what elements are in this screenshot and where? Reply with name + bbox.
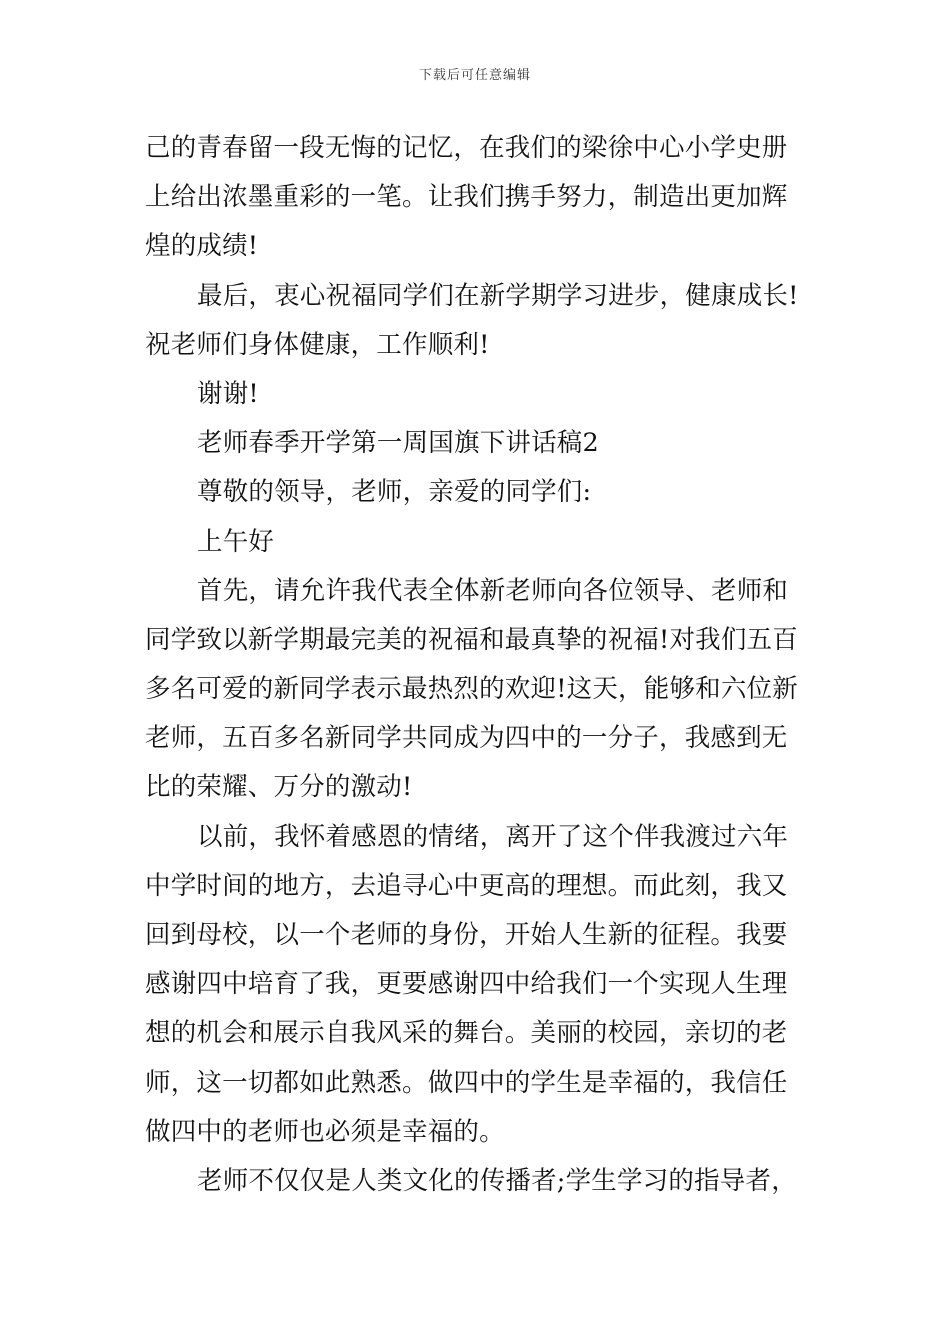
text-line: 感谢四中培育了我，更要感谢四中给我们一个实现人生理 bbox=[145, 969, 788, 1000]
text-line: 祝老师们身体健康，工作顺利! bbox=[145, 329, 490, 360]
text-line: 以前，我怀着感恩的情绪，离开了这个伴我渡过六年 bbox=[197, 821, 789, 852]
text-line: 老师不仅仅是人类文化的传播者;学生学习的指导者， bbox=[197, 1165, 797, 1196]
section-title: 老师春季开学第一周国旗下讲话稿2 bbox=[197, 428, 599, 459]
text-line: 谢谢! bbox=[197, 378, 259, 409]
text-line: 老师，五百多名新同学共同成为四中的一分子，我感到无 bbox=[145, 723, 788, 754]
text-line: 最后，衷心祝福同学们在新学期学习进步，健康成长! bbox=[197, 280, 799, 311]
text-line: 中学时间的地方，去追寻心中更高的理想。而此刻，我又 bbox=[145, 870, 788, 901]
text-line: 同学致以新学期最完美的祝福和最真挚的祝福!对我们五百 bbox=[145, 624, 798, 655]
text-line: 尊敬的领导，老师，亲爱的同学们: bbox=[197, 477, 592, 508]
text-line: 上给出浓墨重彩的一笔。让我们携手努力，制造出更加辉 bbox=[145, 182, 788, 213]
page-header: 下载后可任意编辑 bbox=[418, 68, 531, 83]
text-line: 回到母校，以一个老师的身份，开始人生新的征程。我要 bbox=[145, 920, 788, 950]
text-line: 比的荣耀、万分的激动! bbox=[145, 772, 413, 803]
text-line: 做四中的老师也必须是幸福的。 bbox=[145, 1116, 505, 1147]
text-line: 煌的成绩! bbox=[145, 231, 259, 262]
document-body bbox=[145, 124, 810, 1206]
text-line: 多名可爱的新同学表示最热烈的欢迎!这天，能够和六位新 bbox=[145, 674, 798, 705]
text-line: 想的机会和展示自我风采的舞台。美丽的校园，亲切的老 bbox=[145, 1018, 788, 1049]
text-line: 首先，请允许我代表全体新老师向各位领导、老师和 bbox=[197, 575, 789, 606]
text-line: 己的青春留一段无悔的记忆，在我们的梁徐中心小学史册 bbox=[145, 133, 788, 163]
text-line: 上午好 bbox=[197, 526, 275, 557]
text-line: 师，这一切都如此熟悉。做四中的学生是幸福的，我信任 bbox=[145, 1067, 788, 1098]
